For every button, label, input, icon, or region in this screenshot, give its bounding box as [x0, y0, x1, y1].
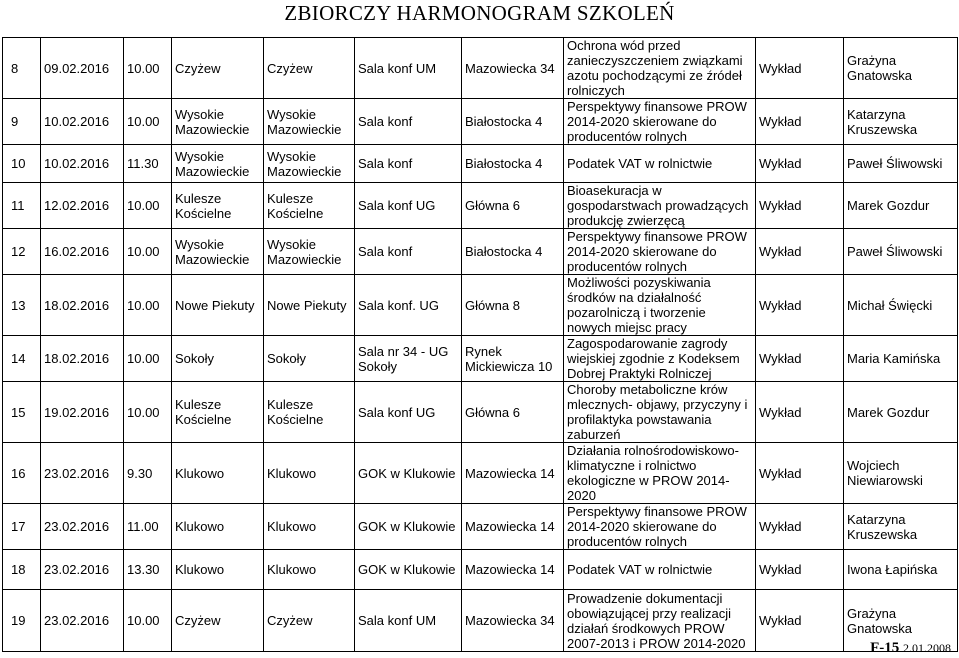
cell-town: Wysokie Mazowieckie: [264, 99, 355, 145]
cell-topic: Choroby metaboliczne krów mlecznych- objawy, przyczyny i profilaktyka powstawania zaburzeń: [564, 382, 756, 443]
cell-place: GOK w Klukowie: [355, 443, 462, 504]
cell-address: Mazowiecka 34: [462, 590, 564, 652]
cell-topic: Bioasekuracja w gospodarstwach prowadzących produkcję zwierzęcą: [564, 183, 756, 229]
cell-nr: 19: [3, 590, 41, 652]
table-row: [3, 443, 958, 504]
document-title: ZBIORCZY HARMONOGRAM SZKOLEŃ: [284, 1, 675, 25]
cell-place: Sala konf UG: [355, 183, 462, 229]
cell-place: Sala konf UM: [355, 590, 462, 652]
cell-time: 10.00: [124, 183, 172, 229]
table-row: [3, 38, 958, 99]
form-code: F-15 2.01.2008: [870, 640, 951, 656]
cell-gmina: Wysokie Mazowieckie: [172, 229, 264, 275]
cell-town: Nowe Piekuty: [264, 275, 355, 336]
cell-date: 10.02.2016: [41, 99, 124, 145]
cell-town: Sokoły: [264, 336, 355, 382]
cell-address: Główna 6: [462, 183, 564, 229]
cell-time: 11.00: [124, 504, 172, 550]
cell-date: 23.02.2016: [41, 504, 124, 550]
cell-trainer: Paweł Śliwowski: [844, 145, 958, 183]
cell-date: 23.02.2016: [41, 443, 124, 504]
cell-trainer: Katarzyna Kruszewska: [844, 99, 958, 145]
cell-form: Wykład: [756, 229, 844, 275]
cell-town: Klukowo: [264, 443, 355, 504]
cell-form: Wykład: [756, 504, 844, 550]
cell-form: Wykład: [756, 443, 844, 504]
cell-nr: 13: [3, 275, 41, 336]
cell-time: 11.30: [124, 145, 172, 183]
cell-town: Czyżew: [264, 38, 355, 99]
table-row: [3, 550, 958, 590]
cell-time: 10.00: [124, 382, 172, 443]
table-row: [3, 590, 958, 652]
cell-trainer: Katarzyna Kruszewska: [844, 504, 958, 550]
cell-date: 16.02.2016: [41, 229, 124, 275]
cell-time: 10.00: [124, 229, 172, 275]
cell-topic: Podatek VAT w rolnictwie: [564, 550, 756, 590]
table-row: [3, 145, 958, 183]
cell-address: Mazowiecka 14: [462, 504, 564, 550]
cell-form: Wykład: [756, 336, 844, 382]
cell-topic: Perspektywy finansowe PROW 2014-2020 skierowane do producentów rolnych: [564, 504, 756, 550]
table-row: [3, 382, 958, 443]
cell-town: Czyżew: [264, 590, 355, 652]
cell-address: Główna 6: [462, 382, 564, 443]
cell-address: Mazowiecka 14: [462, 443, 564, 504]
cell-form: Wykład: [756, 145, 844, 183]
cell-gmina: Wysokie Mazowieckie: [172, 99, 264, 145]
cell-date: 19.02.2016: [41, 382, 124, 443]
cell-gmina: Wysokie Mazowieckie: [172, 145, 264, 183]
cell-address: Rynek Mickiewicza 10: [462, 336, 564, 382]
cell-form: Wykład: [756, 99, 844, 145]
cell-nr: 15: [3, 382, 41, 443]
cell-place: Sala konf UG: [355, 382, 462, 443]
cell-address: Białostocka 4: [462, 145, 564, 183]
cell-form: Wykład: [756, 38, 844, 99]
table-row: [3, 336, 958, 382]
schedule-table: [2, 37, 958, 652]
cell-gmina: Nowe Piekuty: [172, 275, 264, 336]
cell-nr: 12: [3, 229, 41, 275]
cell-date: 10.02.2016: [41, 145, 124, 183]
cell-form: Wykład: [756, 183, 844, 229]
cell-nr: 14: [3, 336, 41, 382]
cell-date: 18.02.2016: [41, 336, 124, 382]
cell-place: GOK w Klukowie: [355, 550, 462, 590]
table-row: [3, 504, 958, 550]
cell-address: Białostocka 4: [462, 99, 564, 145]
cell-gmina: Czyżew: [172, 38, 264, 99]
cell-gmina: Czyżew: [172, 590, 264, 652]
cell-topic: Perspektywy finansowe PROW 2014-2020 skierowane do producentów rolnych: [564, 229, 756, 275]
cell-topic: Prowadzenie dokumentacji obowiązującej przy realizacji działań środkowych PROW 2007-2013 i PROW 2014-2020: [564, 590, 756, 652]
cell-date: 12.02.2016: [41, 183, 124, 229]
cell-time: 13.30: [124, 550, 172, 590]
cell-town: Kulesze Kościelne: [264, 382, 355, 443]
cell-town: Klukowo: [264, 550, 355, 590]
cell-trainer: Paweł Śliwowski: [844, 229, 958, 275]
cell-nr: 10: [3, 145, 41, 183]
cell-place: Sala konf UM: [355, 38, 462, 99]
cell-place: Sala konf. UG: [355, 275, 462, 336]
cell-trainer: Grażyna Gnatowska: [844, 590, 958, 652]
cell-place: GOK w Klukowie: [355, 504, 462, 550]
cell-time: 10.00: [124, 336, 172, 382]
cell-date: 23.02.2016: [41, 590, 124, 652]
cell-gmina: Kulesze Kościelne: [172, 382, 264, 443]
cell-topic: Podatek VAT w rolnictwie: [564, 145, 756, 183]
cell-address: Mazowiecka 34: [462, 38, 564, 99]
cell-trainer: Marek Gozdur: [844, 382, 958, 443]
cell-time: 10.00: [124, 275, 172, 336]
cell-town: Klukowo: [264, 504, 355, 550]
cell-topic: Działania rolnośrodowiskowo-klimatyczne i rolnictwo ekologiczne w PROW 2014-2020: [564, 443, 756, 504]
cell-form: Wykład: [756, 550, 844, 590]
cell-place: Sala nr 34 - UG Sokoły: [355, 336, 462, 382]
cell-form: Wykład: [756, 275, 844, 336]
cell-form: Wykład: [756, 382, 844, 443]
cell-topic: Perspektywy finansowe PROW 2014-2020 skierowane do producentów rolnych: [564, 99, 756, 145]
cell-nr: 18: [3, 550, 41, 590]
cell-place: Sala konf: [355, 99, 462, 145]
cell-form: Wykład: [756, 590, 844, 652]
cell-town: Wysokie Mazowieckie: [264, 229, 355, 275]
cell-time: 9.30: [124, 443, 172, 504]
cell-trainer: Wojciech Niewiarowski: [844, 443, 958, 504]
cell-town: Wysokie Mazowieckie: [264, 145, 355, 183]
cell-time: 10.00: [124, 590, 172, 652]
cell-gmina: Klukowo: [172, 550, 264, 590]
cell-gmina: Klukowo: [172, 504, 264, 550]
cell-place: Sala konf: [355, 229, 462, 275]
cell-date: 18.02.2016: [41, 275, 124, 336]
table-row: [3, 229, 958, 275]
cell-time: 10.00: [124, 99, 172, 145]
cell-trainer: Marek Gozdur: [844, 183, 958, 229]
cell-trainer: Grażyna Gnatowska: [844, 38, 958, 99]
cell-trainer: Maria Kamińska: [844, 336, 958, 382]
table-row: [3, 99, 958, 145]
cell-date: 23.02.2016: [41, 550, 124, 590]
cell-nr: 11: [3, 183, 41, 229]
cell-nr: 9: [3, 99, 41, 145]
table-row: [3, 183, 958, 229]
cell-topic: Zagospodarowanie zagrody wiejskiej zgodnie z Kodeksem Dobrej Praktyki Rolniczej: [564, 336, 756, 382]
table-row: [3, 275, 958, 336]
cell-date: 09.02.2016: [41, 38, 124, 99]
cell-nr: 8: [3, 38, 41, 99]
cell-address: Białostocka 4: [462, 229, 564, 275]
cell-town: Kulesze Kościelne: [264, 183, 355, 229]
cell-topic: Ochrona wód przed zanieczyszczeniem związkami azotu pochodzącymi ze źródeł rolniczych: [564, 38, 756, 99]
cell-trainer: Iwona Łapińska: [844, 550, 958, 590]
cell-gmina: Sokoły: [172, 336, 264, 382]
cell-time: 10.00: [124, 38, 172, 99]
cell-gmina: Kulesze Kościelne: [172, 183, 264, 229]
cell-address: Mazowiecka 14: [462, 550, 564, 590]
cell-nr: 17: [3, 504, 41, 550]
cell-gmina: Klukowo: [172, 443, 264, 504]
cell-trainer: Michał Święcki: [844, 275, 958, 336]
cell-topic: Możliwości pozyskiwania środków na działalność pozarolniczą i tworzenie nowych miejsc pracy: [564, 275, 756, 336]
cell-place: Sala konf: [355, 145, 462, 183]
cell-address: Główna 8: [462, 275, 564, 336]
cell-nr: 16: [3, 443, 41, 504]
